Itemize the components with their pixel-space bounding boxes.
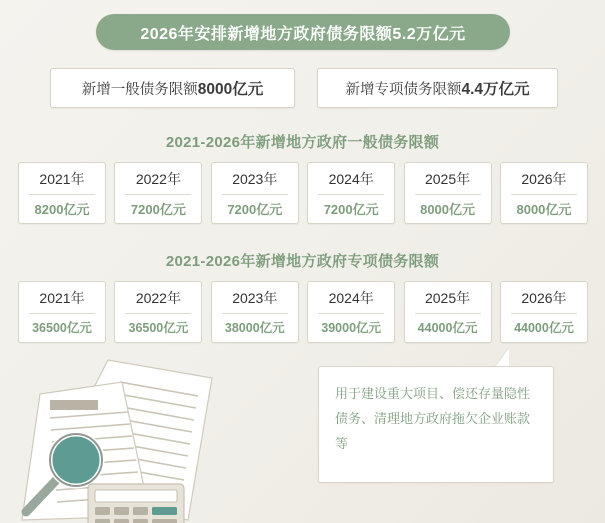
card-divider — [222, 194, 288, 195]
year-label: 2025年 — [424, 170, 471, 187]
year-card — [211, 281, 299, 343]
year-card — [18, 281, 106, 343]
card-divider — [318, 313, 384, 314]
year-value: 8000亿元 — [516, 201, 572, 217]
year-card — [500, 162, 588, 224]
year-card — [500, 281, 588, 343]
year-card — [211, 162, 299, 224]
year-label: 2021年 — [39, 290, 85, 306]
year-value: 44000亿元 — [514, 321, 574, 335]
card-divider — [415, 194, 481, 195]
year-value: 7200亿元 — [130, 201, 186, 217]
year-value: 36500亿元 — [32, 321, 92, 335]
year-card — [18, 162, 106, 224]
year-label: 2022年 — [135, 290, 181, 306]
callout-note: 用于建设重大项目、偿还存量隐性债务、清理地方政府拖欠企业账款等 — [318, 366, 554, 483]
card-divider — [125, 194, 191, 195]
year-label: 2024年 — [328, 290, 374, 306]
year-value: 36500亿元 — [128, 321, 189, 335]
year-label: 2026年 — [521, 290, 567, 306]
summary-card-general-debt-amount: 8000亿元 — [197, 81, 264, 98]
year-label: 2023年 — [232, 170, 278, 187]
year-value: 8000亿元 — [420, 201, 476, 217]
year-card — [307, 162, 395, 224]
callout-pointer — [495, 348, 509, 367]
section-heading-general: 2021-2026年新增地方政府一般债务限额 — [165, 134, 440, 151]
summary-card-general-debt-label: 新增一般债务限额 — [81, 81, 198, 98]
card-divider — [511, 194, 577, 195]
year-card — [404, 281, 492, 343]
year-card — [404, 162, 492, 224]
year-card — [114, 162, 202, 224]
card-divider — [29, 194, 95, 195]
year-value: 38000亿元 — [224, 321, 285, 335]
summary-card-special-debt-label: 新增专项债务限额 — [345, 81, 462, 98]
card-divider — [415, 313, 481, 314]
year-card-row-special — [18, 281, 588, 343]
card-divider — [125, 313, 191, 314]
year-label: 2022年 — [135, 170, 181, 187]
section-heading-special: 2021-2026年新增地方政府专项债务限额 — [165, 253, 440, 270]
year-label: 2026年 — [521, 170, 567, 187]
card-divider — [29, 313, 95, 314]
card-divider — [511, 313, 577, 314]
card-divider — [222, 313, 288, 314]
summary-card-special-debt-amount: 4.4万亿元 — [461, 81, 530, 98]
card-divider — [318, 194, 384, 195]
summary-card-special-debt — [317, 68, 558, 108]
year-label: 2021年 — [39, 170, 85, 187]
summary-card-general-debt — [50, 68, 295, 108]
page-title: 2026年安排新增地方政府债务限额5.2万亿元 — [96, 14, 510, 50]
year-value: 44000亿元 — [417, 321, 478, 335]
year-label: 2024年 — [328, 170, 374, 187]
year-label: 2025年 — [424, 290, 471, 306]
year-value: 7200亿元 — [227, 201, 283, 217]
year-card-row-general — [18, 162, 588, 224]
documents-magnifier-calculator-icon — [0, 352, 320, 523]
year-value: 7200亿元 — [323, 201, 379, 217]
year-value: 8200亿元 — [34, 201, 90, 217]
year-value: 39000亿元 — [321, 321, 382, 335]
year-card — [307, 281, 395, 343]
year-label: 2023年 — [232, 290, 278, 306]
year-card — [114, 281, 202, 343]
